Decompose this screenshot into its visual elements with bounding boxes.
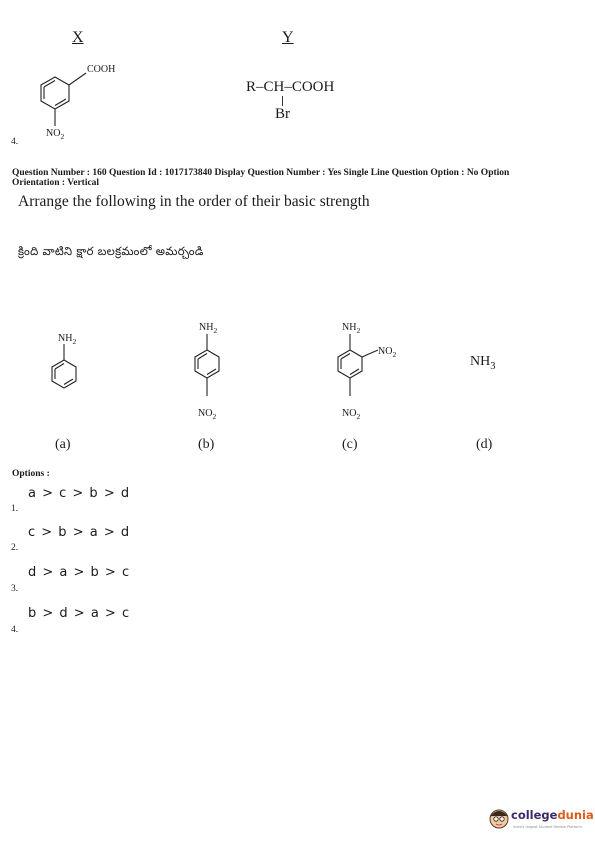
compound-c-no2: $NO_2$ — [342, 408, 361, 421]
no2-label: $NO_2$ — [46, 128, 65, 141]
compound-a-caption: (a) — [55, 437, 71, 452]
compound-d-caption: (d) — [476, 437, 493, 452]
options-heading: Options : — [12, 469, 50, 479]
option-1-number: 1. — [11, 504, 19, 514]
option-4-text[interactable]: b > d > a > c — [28, 606, 131, 621]
compound-c-nh2: $NH_2$ — [342, 322, 361, 335]
compound-a-ring — [40, 340, 90, 400]
prev-question-number: 4. — [11, 137, 19, 147]
option-4-number: 4. — [11, 625, 19, 635]
y-bond — [282, 96, 283, 106]
collegedunia-logo — [488, 806, 594, 832]
compound-c-caption: (c) — [342, 437, 358, 452]
compound-c-side-no2: $NO_2$ — [378, 346, 397, 359]
y-formula: R–CH–COOH — [246, 79, 335, 95]
option-3-number: 3. — [11, 584, 19, 594]
label-y: Y — [282, 29, 294, 46]
compound-a-nh2: $NH_2$ — [58, 333, 77, 346]
option-2-text[interactable]: c > b > a > d — [28, 525, 131, 540]
logo-wordmark: collegedunia — [511, 808, 594, 822]
option-2-number: 2. — [11, 543, 19, 553]
question-statement-english: Arrange the following in the order of their basic strength — [18, 193, 370, 210]
compound-b-nh2: $NH_2$ — [199, 322, 218, 335]
option-1-text[interactable]: a > c > b > d — [28, 486, 131, 501]
mascot-icon — [488, 806, 512, 832]
compound-b-caption: (b) — [198, 437, 215, 452]
question-meta: Question Number : 160 Question Id : 1017173840 Display Question Number : Yes Single Line Question Option : No Option Orientation : Vertical — [12, 168, 510, 188]
question-statement-telugu: క్రింది వాటిని క్షార బలక్రమంలో అమర్చండి — [18, 244, 204, 258]
y-br: Br — [275, 106, 290, 122]
logo-tagline: India's largest Student Review Platform — [513, 825, 582, 829]
label-x: X — [72, 29, 84, 46]
compound-d-nh3: $NH_3$ — [470, 354, 496, 372]
compound-c-ring — [326, 330, 396, 410]
cooh-label: COOH — [87, 64, 116, 75]
compound-b-ring — [183, 330, 233, 410]
option-3-text[interactable]: d > a > b > c — [28, 565, 131, 580]
compound-b-no2: $NO_2$ — [198, 408, 217, 421]
